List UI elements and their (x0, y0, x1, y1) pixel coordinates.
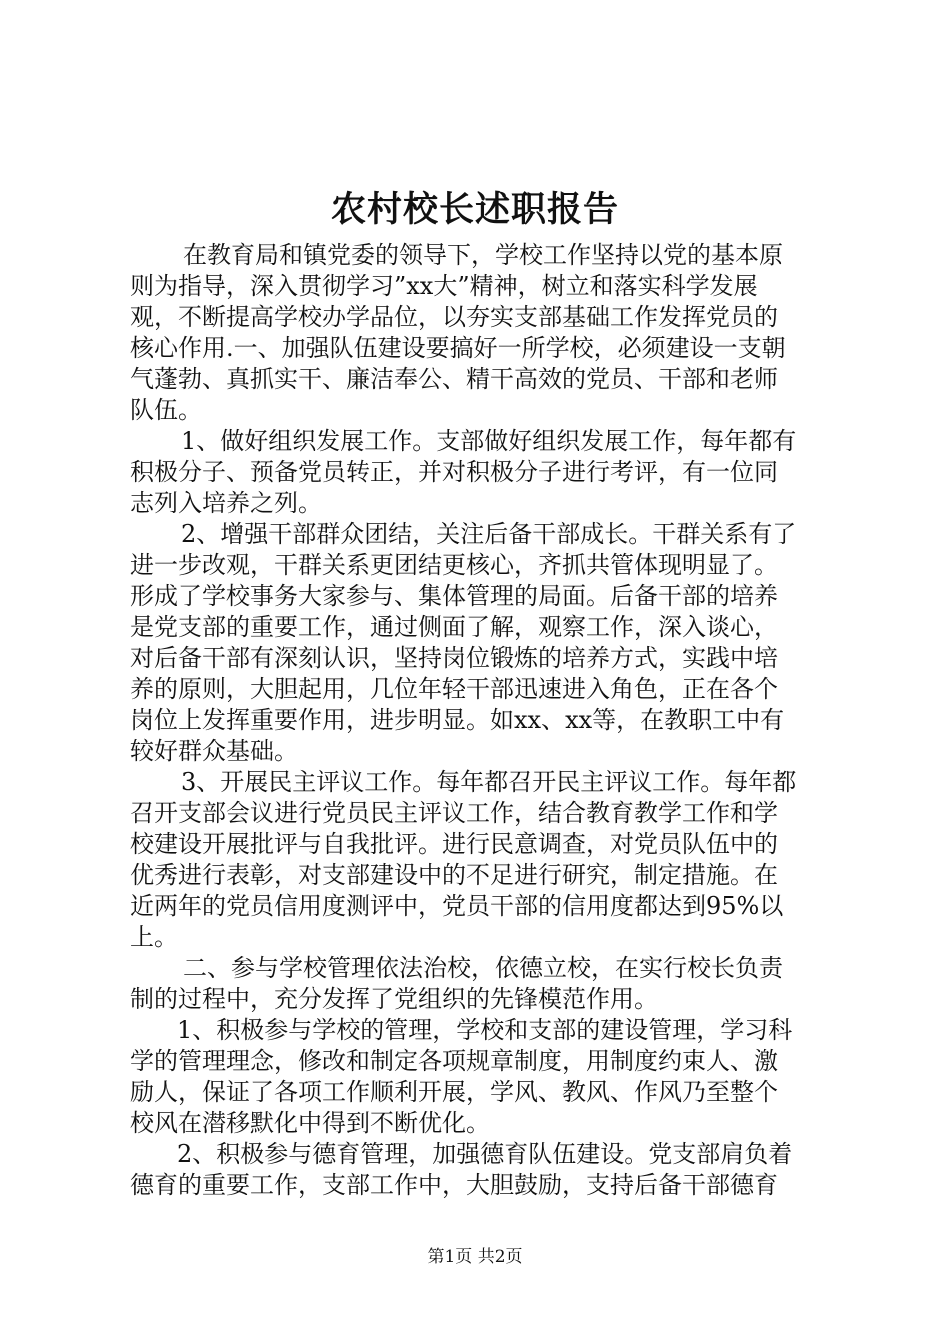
text-line: 上。 (130, 923, 178, 951)
text-line: 2、增强干部群众团结，关注后备干部成长。干群关系有了 (181, 520, 797, 548)
text-line: 积极分子、预备党员转正，并对积极分子进行考评，有一位同 (130, 458, 778, 486)
text-line: 校风在潜移默化中得到不断优化。 (130, 1109, 490, 1137)
text-line: 1、做好组织发展工作。支部做好组织发展工作，每年都有 (181, 427, 797, 455)
text-line: 优秀进行表彰，对支部建设中的不足进行研究，制定措施。在 (130, 861, 778, 889)
text-line: 是党支部的重要工作，通过侧面了解，观察工作，深入谈心， (130, 613, 778, 641)
text-line: 则为指导，深入贯彻学习”xx大”精神，树立和落实科学发展 (130, 272, 758, 300)
text-line: 召开支部会议进行党员民主评议工作，结合教育教学工作和学 (130, 799, 778, 827)
text-line: 1、积极参与学校的管理，学校和支部的建设管理，学习科 (177, 1016, 793, 1044)
text-line: 2、积极参与德育管理，加强德育队伍建设。党支部肩负着 (177, 1140, 793, 1168)
text-line: 德育的重要工作，支部工作中，大胆鼓励，支持后备干部德育 (130, 1171, 778, 1199)
text-line: 队伍。 (130, 396, 202, 424)
text-line: 制的过程中，充分发挥了党组织的先锋模范作用。 (130, 985, 658, 1013)
document-body (130, 240, 830, 1201)
text-line: 励人，保证了各项工作顺利开展，学风、教风、作风乃至整个 (130, 1078, 778, 1106)
text-line: 进一步改观，干群关系更团结更核心，齐抓共管体现明显了。 (130, 551, 778, 579)
text-line: 形成了学校事务大家参与、集体管理的局面。后备干部的培养 (130, 582, 778, 610)
text-line: 较好群众基础。 (130, 737, 298, 765)
text-line: 志列入培养之列。 (130, 489, 322, 517)
text-line: 核心作用.一、加强队伍建设要搞好一所学校，必须建设一支朝 (130, 334, 786, 362)
text-line: 养的原则，大胆起用，几位年轻干部迅速进入角色，正在各个 (130, 675, 778, 703)
text-line: 近两年的党员信用度测评中，党员干部的信用度都达到95%以 (130, 892, 784, 920)
text-line: 气蓬勃、真抓实干、廉洁奉公、精干高效的党员、干部和老师 (130, 365, 778, 393)
page-number-footer: 第1页 共2页 (427, 1247, 523, 1267)
text-line: 观，不断提高学校办学品位，以夯实支部基础工作发挥党员的 (130, 303, 778, 331)
text-line: 校建设开展批评与自我批评。进行民意调查，对党员队伍中的 (130, 830, 778, 858)
document-title: 农村校长述职报告 (330, 189, 619, 230)
text-line: 对后备干部有深刻认识，坚持岗位锻炼的培养方式，实践中培 (130, 644, 778, 672)
text-line: 在教育局和镇党委的领导下，学校工作坚持以党的基本原 (183, 241, 783, 269)
text-line: 二、参与学校管理依法治校，依德立校，在实行校长负责 (183, 954, 783, 982)
text-line: 学的管理理念，修改和制定各项规章制度，用制度约束人、激 (130, 1047, 778, 1075)
text-line: 3、开展民主评议工作。每年都召开民主评议工作。每年都 (181, 768, 797, 796)
text-line: 岗位上发挥重要作用，进步明显。如xx、xx等，在教职工中有 (130, 706, 785, 734)
